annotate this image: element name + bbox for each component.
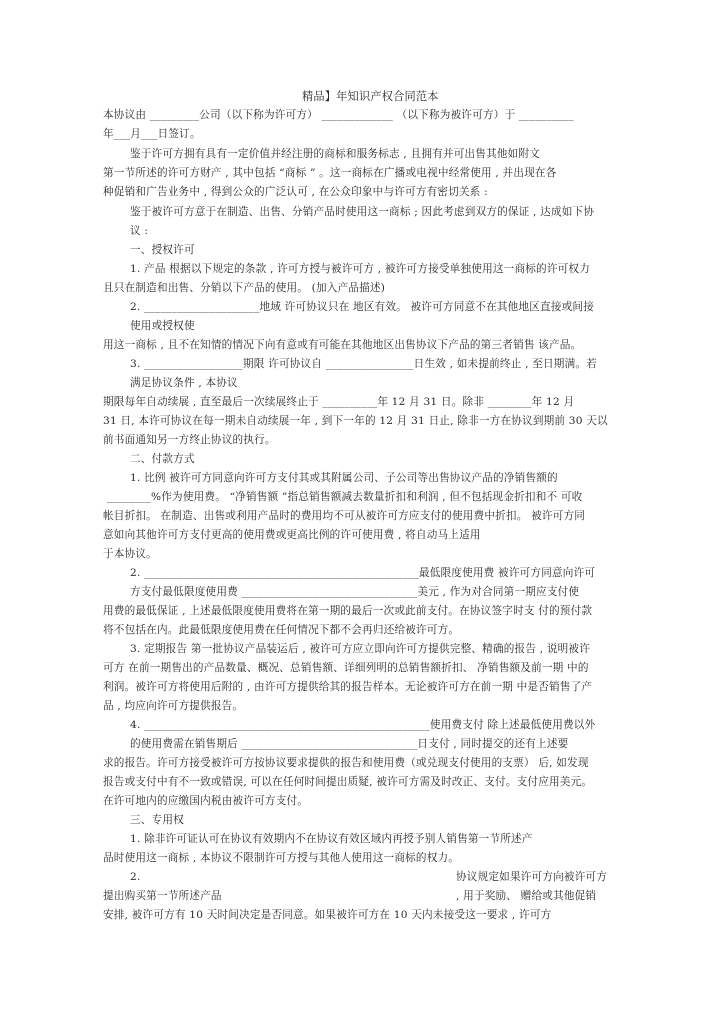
text-line: 方支付最低限度使用费 ________________________________美元 , 作为对合同第一期应支付使 — [130, 586, 580, 598]
section-heading: 三、专用权 — [130, 814, 184, 826]
text-line: 1. 除非许可证认可在协议有效期内不在协议有效区域内再授予别人销售第一节所述产 — [130, 833, 533, 845]
text-line: 在许可地内的应缴国内税由被许可方支付。 — [103, 795, 309, 807]
text-line: 2. — [130, 871, 141, 883]
text-line: 2. __________________________________________________最低限度使用费 被许可方同意向许可 — [130, 567, 596, 579]
text-line: 期限每年自动续展 , 直至最后一次续展终止于 __________年 12 月 31 日。除非 ________年 12 月 — [103, 396, 575, 408]
text-line: 品时使用这一商标 , 本协议不限制许可方授与其他人使用这一商标的权力。 — [103, 852, 460, 864]
text-line: 本协议由 _________公司（以下称为许可方） _____________ （以下称为被许可方）于 __________ — [103, 109, 574, 121]
text-line: 鉴于被许可方意于在制造、出售、分销产品时使用这一商标 ; 因此考虑到双方的保证 , 达成如下协 — [130, 206, 595, 218]
text-line: 3. 定期报告 第一批协议产品装运后 , 被许可方应立即向许可方提供完整、精确的报告 , 说明被许 — [130, 643, 590, 655]
text-line: , 用于奖励、 赠给或其他促销 — [456, 890, 597, 902]
text-line: 用费的最低保证 , 上述最低限度使用费将在第一期的最后一次或此前支付。在协议签字时支 付的预付款 — [103, 605, 593, 617]
text-line: 提出购买第一节所述产品 — [103, 890, 222, 902]
text-line: 安排, 被许可方有 10 天时间决定是否同意。如果被许可方在 10 天内未接受这一要求 , 许可方 — [103, 909, 552, 921]
text-line: 于本协议。 — [103, 548, 157, 560]
text-line: 品 , 均应向许可方提供报告。 — [103, 700, 244, 712]
text-line: ________%作为使用费。 “净销售额 ”指总销售额减去数量折扣和利润 , 但不包括现金折扣和不 可收 — [107, 491, 583, 503]
text-line: 使用或授权使 — [130, 320, 195, 332]
text-line: 年___月___日签订。 — [103, 128, 201, 140]
document-title: 精品】年知识产权合同范本 — [302, 90, 439, 103]
text-line: 种促销和广告业务中 , 得到公众的广泛认可 , 在公众印象中与许可方有密切关系 : — [103, 186, 488, 198]
text-line: 4. ____________________________________________________使用费支付 除上述最低使用费以外 — [130, 719, 596, 731]
text-line: 求的报告。许可方接受被许可方按协议要求提供的报告和使用费（或兑现支付使用的支票） 后, 如发现 — [103, 757, 589, 769]
text-line: 且只在制造和出售、分销以下产品的使用。 (加入产品描述) — [103, 282, 386, 294]
section-heading: 一、授权许可 — [130, 244, 195, 256]
text-line: 31 日, 本许可协议在每一期未自动续展一年 , 到下一年的 12 月 31 日止, 除非一方在协议到期前 30 天以 — [103, 415, 608, 427]
text-line: 第一节所述的许可方财产 , 其中包括 “商标 ” 。这一商标在广播或电视中经常使用 , 并出现在各 — [103, 167, 557, 179]
text-line: 意如向其他许可方支付更高的使用费或更高比例的许可使用费 , 将自动马上适用 — [103, 529, 481, 541]
text-line: 3. __________________期限 许可协议自 ________________日生效 , 如未提前终止 , 至日期满。若 — [130, 358, 597, 370]
text-line: 议 : — [130, 225, 149, 237]
text-line: 协议规定如果许可方向被许可方 — [456, 871, 608, 883]
text-line: 2. _____________________地域 许可协议只在 地区有效。 被许可方同意不在其他地区直接或间接 — [130, 301, 595, 313]
text-line: 1. 产品 根据以下规定的条款 , 许可方授与被许可方 , 被许可方接受单独使用这一商标的许可权力 — [130, 263, 590, 275]
text-line: 帐目折扣。 在制造、出售或利用产品时的费用均不可从被许可方应支付的使用费中折扣。 被许可方同 — [103, 510, 586, 522]
text-line: 可方 在前一期售出的产品数量、概况、总销售额、详细列明的总销售额折扣、 净销售额及前一期 中的 — [103, 662, 589, 674]
text-line: 满足协议条件 , 本协议 — [130, 377, 238, 389]
text-line: 报告或支付中有不一致或错误, 可以在任何时间提出质疑, 被许可方需及时改正、支付。支付应用美元。 — [103, 776, 593, 788]
text-line: 前书面通知另一方终止协议的执行。 — [103, 434, 276, 446]
text-line: 用这一商标 , 且不在知情的情况下向有意或有可能在其他地区出售协议下产品的第三者销售 该产品。 — [103, 339, 582, 351]
section-heading: 二、付款方式 — [130, 453, 195, 465]
text-line: 利润。被许可方将使用后附的 , 由许可方提供给其的报告样本。无论被许可方在前一期 中是否销售了产 — [103, 681, 593, 693]
text-line: 鉴于许可方拥有具有一定价值并经注册的商标和服务标志 , 且拥有并可出售其他如附文 — [130, 148, 541, 160]
text-line: 1. 比例 被许可方同意向许可方支付其或其附属公司、子公司等出售协议产品的净销售额的 — [130, 472, 558, 484]
text-line: 的使用费需在销售期后 ________________________________日支付 , 同时提交的还有上述要 — [130, 738, 569, 750]
text-line: 将不包括在内。此最低限度使用费在任何情况下都不会再归还给被许可方。 — [103, 624, 460, 636]
